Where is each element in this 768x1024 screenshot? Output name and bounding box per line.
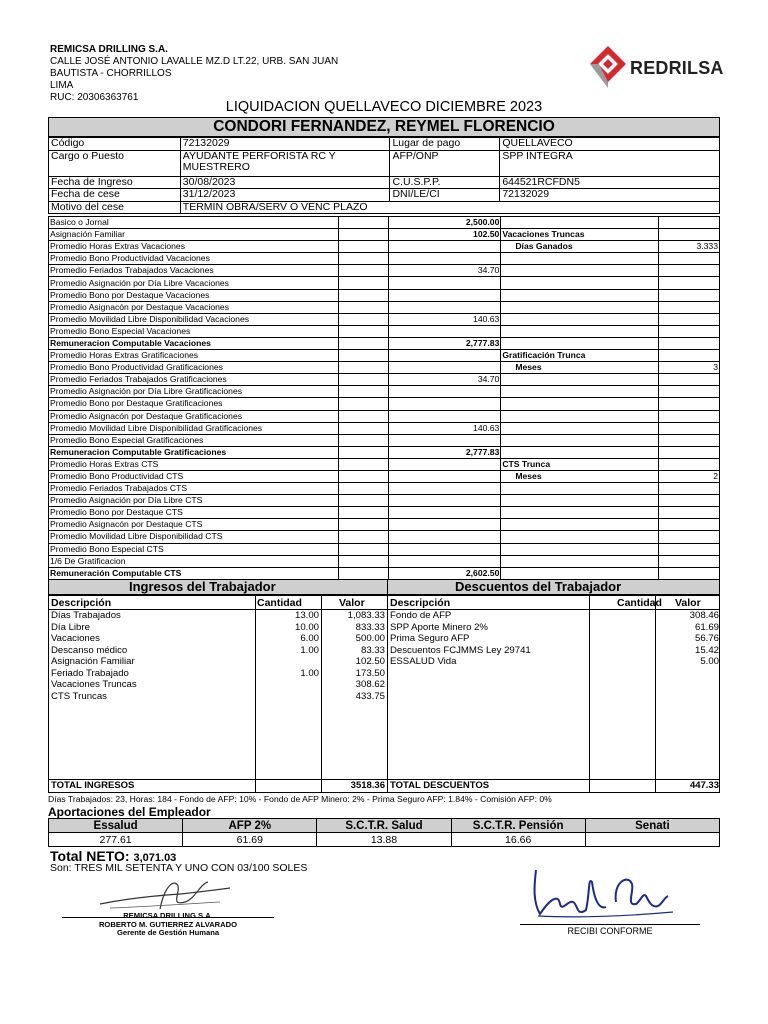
calc-label: Promedio Bono Especial Vacaciones (49, 325, 339, 337)
calc-value: 2,602.50 (388, 567, 501, 579)
ingresos-descuentos-box (48, 595, 720, 793)
calc-row (49, 386, 720, 398)
ingreso-valor: 173.50 (355, 667, 385, 679)
aport-value-afp: 61.69 (183, 833, 317, 847)
aport-value-sctr-salud: 13.88 (317, 833, 451, 847)
company-name: REMICSA DRILLING S.A. (50, 44, 168, 55)
calc-side-value (659, 483, 720, 495)
calc-spacer (338, 362, 388, 374)
calc-side-label: Días Ganados (501, 241, 659, 253)
descuento-valor: 61.69 (694, 621, 719, 633)
descuento-desc: ESSALUD Vida (390, 656, 457, 667)
calc-value (388, 507, 501, 519)
calc-row (49, 289, 720, 301)
calc-spacer (338, 446, 388, 458)
calc-side-value (659, 217, 720, 229)
table-row (49, 819, 720, 833)
motivo-label: Motivo del cese (49, 201, 181, 214)
calc-label: Promedio Feriados Trabajados CTS (49, 483, 339, 495)
calc-value (388, 483, 501, 495)
descuento-desc: Descuentos FCJMMS Ley 29741 (390, 644, 531, 656)
calc-side-label: CTS Trunca (501, 458, 659, 470)
descuentos-col-desc: Descripción (390, 597, 451, 609)
aport-value-essalud: 277.61 (49, 833, 183, 847)
calc-side-label (501, 422, 659, 434)
calc-row (49, 567, 720, 579)
calc-spacer (338, 386, 388, 398)
descuento-desc: SPP Aporte Minero 2% (390, 621, 488, 633)
calc-side-label (501, 446, 659, 458)
calc-row (49, 446, 720, 458)
document-title: LIQUIDACION QUELLAVECO DICIEMBRE 2023 (225, 99, 543, 115)
ingreso-cant: 10.00 (294, 621, 319, 633)
employee-signature (528, 862, 678, 922)
employee-signature-line (520, 924, 700, 925)
aport-header-afp: AFP 2% (183, 819, 317, 833)
calc-side-label (501, 253, 659, 265)
calc-value: 102.50 (388, 229, 501, 241)
calc-side-label (501, 567, 659, 579)
table-row (49, 201, 720, 214)
company-logo (586, 44, 724, 90)
calc-label: Promedio Asignacón por Destaque Vacaciones (49, 301, 339, 313)
company-city: LIMA (50, 80, 74, 91)
calc-label: Remuneracion Computable Vacaciones (49, 337, 339, 349)
calc-side-value (659, 386, 720, 398)
aportaciones-table (48, 818, 720, 847)
calc-label: Promedio Movilidad Libre Disponibilidad CTS (49, 531, 339, 543)
descuentos-col-cant: Cantidad (617, 597, 662, 609)
company-address-1: CALLE JOSÉ ANTONIO LAVALLE MZ.D LT.22, URB. SAN JUAN (50, 56, 339, 67)
calc-row (49, 301, 720, 313)
calc-side-value (659, 555, 720, 567)
calc-value (388, 531, 501, 543)
calc-spacer (338, 313, 388, 325)
calc-row (49, 313, 720, 325)
cargo-value: AYUDANTE PERFORISTA RC Y MUESTRERO (180, 150, 390, 176)
calc-row (49, 470, 720, 482)
calc-value (388, 289, 501, 301)
calc-row (49, 410, 720, 422)
codigo-value: 72132029 (180, 138, 390, 151)
calc-label: Promedio Bono por Destaque Gratificaciones (49, 398, 339, 410)
total-neto-value: 3,071.03 (133, 852, 177, 864)
calc-label: Promedio Horas Extras Vacaciones (49, 241, 339, 253)
calc-row (49, 229, 720, 241)
table-row (49, 176, 720, 189)
calc-spacer (338, 229, 388, 241)
calc-label: Promedio Feriados Trabajados Gratificaciones (49, 374, 339, 386)
employer-signature (90, 874, 240, 914)
calc-row (49, 241, 720, 253)
calc-side-label (501, 495, 659, 507)
descuento-valor: 308.46 (689, 610, 719, 621)
calc-side-label (501, 277, 659, 289)
calc-side-label (501, 483, 659, 495)
company-address-2: BAUTISTA - CHORRILLOS (50, 68, 172, 79)
calc-side-label (501, 325, 659, 337)
calc-side-value (659, 507, 720, 519)
ingreso-desc: Día Libre (51, 621, 90, 633)
ingresos-descuentos-header (48, 579, 720, 595)
calc-side-value: 2 (659, 470, 720, 482)
calc-value (388, 410, 501, 422)
calc-spacer (338, 495, 388, 507)
calc-side-label: Vacaciones Truncas (501, 229, 659, 241)
calc-label: Promedio Asignación por Día Libre Vacaciones (49, 277, 339, 289)
dni-value: 72132029 (500, 189, 720, 202)
calc-side-label (501, 555, 659, 567)
ingreso-valor: 308.62 (355, 679, 385, 690)
calc-spacer (338, 555, 388, 567)
calc-side-label (501, 337, 659, 349)
ingreso-desc: Vacaciones (51, 633, 100, 644)
ingresos-header: Ingresos del Trabajador (129, 579, 276, 594)
calc-spacer (338, 241, 388, 253)
calc-side-label (501, 265, 659, 277)
ingreso-valor: 433.75 (355, 690, 385, 702)
aport-value-senati (585, 833, 719, 847)
calc-row (49, 277, 720, 289)
calc-row (49, 458, 720, 470)
calculation-table (48, 216, 720, 580)
lugar-label: Lugar de pago (390, 138, 500, 151)
ingreso-valor: 500.00 (355, 633, 385, 644)
aport-header-senati: Senati (585, 819, 719, 833)
calc-label: Asignación Familiar (49, 229, 339, 241)
calc-spacer (338, 325, 388, 337)
calc-row (49, 362, 720, 374)
calc-label: Promedio Asignación por Día Libre CTS (49, 495, 339, 507)
ingresos-col-desc: Descripción (51, 597, 112, 609)
calc-spacer (338, 289, 388, 301)
calc-row (49, 519, 720, 531)
calc-label: Promedio Bono por Destaque Vacaciones (49, 289, 339, 301)
summary-note: Días Trabajados: 23, Horas: 184 - Fondo de AFP: 10% - Fondo de AFP Minero: 2% - Prima Seguro AFP: 1.84% - Comisión AFP: 0% (48, 794, 552, 804)
calc-value (388, 519, 501, 531)
calc-value (388, 543, 501, 555)
calc-label: Promedio Bono Productividad Vacaciones (49, 253, 339, 265)
calc-label: Promedio Asignacón por Destaque Gratificaciones (49, 410, 339, 422)
calc-row (49, 265, 720, 277)
calc-row (49, 325, 720, 337)
calc-side-value (659, 567, 720, 579)
calc-row (49, 422, 720, 434)
calc-value (388, 555, 501, 567)
ingreso-valor: 1,083.33 (347, 610, 385, 621)
ingreso-valor: 102.50 (355, 656, 385, 667)
calc-row (49, 434, 720, 446)
calc-side-label (501, 374, 659, 386)
ingreso-cant: 13.00 (294, 610, 319, 621)
cuspp-label: C.U.S.P.P. (390, 176, 500, 189)
calc-side-label: Meses (501, 470, 659, 482)
calc-spacer (338, 519, 388, 531)
calc-value: 140.63 (388, 422, 501, 434)
calc-label: Basico o Jornal (49, 217, 339, 229)
calc-value (388, 362, 501, 374)
calc-side-value: 3 (659, 362, 720, 374)
calc-spacer (338, 458, 388, 470)
calc-spacer (338, 543, 388, 555)
table-row (49, 150, 720, 176)
calc-row (49, 253, 720, 265)
calc-spacer (338, 253, 388, 265)
employer-signature-text (62, 912, 274, 938)
calc-side-value (659, 301, 720, 313)
calc-row (49, 495, 720, 507)
calc-spacer (338, 567, 388, 579)
aport-header-sctr-pension: S.C.T.R. Pensión (451, 819, 585, 833)
descuento-desc: Prima Seguro AFP (390, 633, 470, 644)
ingreso-label: Fecha de Ingreso (49, 176, 181, 189)
ingreso-cant: 6.00 (300, 633, 319, 644)
calc-spacer (338, 470, 388, 482)
calc-side-value (659, 253, 720, 265)
calc-side-value (659, 422, 720, 434)
calc-spacer (338, 337, 388, 349)
calc-value (388, 470, 501, 482)
afp-value: SPP INTEGRA (500, 150, 720, 176)
calc-row (49, 531, 720, 543)
calc-spacer (338, 217, 388, 229)
dni-label: DNI/LE/CI (390, 189, 500, 202)
calc-value (388, 458, 501, 470)
ingresos-col-valor: Valor (339, 597, 365, 609)
signature-person: ROBERTO M. GUTIERREZ ALVARADO (98, 919, 238, 929)
employee-info-table (48, 137, 720, 214)
calc-label: Promedio Movilidad Libre Disponibilidad Vacaciones (49, 313, 339, 325)
calc-side-value (659, 495, 720, 507)
table-row (49, 189, 720, 202)
calc-side-value (659, 325, 720, 337)
calc-side-label (501, 410, 659, 422)
calculation-body (49, 217, 720, 580)
ingreso-desc: Feriado Trabajado (51, 667, 129, 679)
ingreso-valor: 83.33 (360, 644, 385, 656)
calc-spacer (338, 483, 388, 495)
ingreso-desc: Días Trabajados (51, 610, 121, 621)
calc-value (388, 253, 501, 265)
descuento-valor: 56.76 (694, 633, 719, 644)
total-ingresos-label: TOTAL INGRESOS (51, 780, 135, 791)
calc-side-value (659, 289, 720, 301)
calc-row (49, 543, 720, 555)
calc-side-value (659, 229, 720, 241)
calc-value (388, 495, 501, 507)
calc-value: 34.70 (388, 374, 501, 386)
cuspp-value: 644521RCFDN5 (500, 176, 720, 189)
cese-label: Fecha de cese (49, 189, 181, 202)
descuento-valor: 15.42 (694, 644, 719, 656)
cese-value: 31/12/2023 (180, 189, 390, 202)
calc-side-label (501, 398, 659, 410)
calc-side-label (501, 507, 659, 519)
calc-spacer (338, 531, 388, 543)
total-descuentos-value: 447.33 (689, 780, 719, 791)
calc-value: 34.70 (388, 265, 501, 277)
calc-side-value (659, 350, 720, 362)
descuento-desc: Fondo de AFP (390, 610, 452, 621)
codigo-label: Código (49, 138, 181, 151)
calc-side-value (659, 313, 720, 325)
calc-side-value (659, 277, 720, 289)
ingreso-desc: Vacaciones Truncas (51, 679, 137, 690)
aportaciones-title: Aportaciones del Empleador (48, 805, 211, 819)
total-ingresos-value: 3518.36 (350, 780, 385, 791)
calc-spacer (338, 350, 388, 362)
calc-label: Promedio Horas Extras CTS (49, 458, 339, 470)
calc-label: Promedio Bono por Destaque CTS (49, 507, 339, 519)
calc-row (49, 337, 720, 349)
calc-label: Promedio Asignación por Día Libre Gratificaciones (49, 386, 339, 398)
ingreso-value: 30/08/2023 (180, 176, 390, 189)
calc-side-label (501, 301, 659, 313)
amount-in-words: Son: TRES MIL SETENTA Y UNO CON 03/100 SOLES (50, 862, 308, 874)
ingreso-desc: Asignación Familiar (51, 656, 135, 667)
total-neto-label: Total NETO: (50, 848, 130, 864)
calc-row (49, 350, 720, 362)
calc-value (388, 434, 501, 446)
calc-value: 2,777.83 (388, 337, 501, 349)
ingreso-cant: 1.00 (300, 667, 319, 679)
logo-text: REDRILSA (630, 58, 724, 78)
calc-label: Remuneracion Computable Gratificaciones (49, 446, 339, 458)
calc-spacer (338, 507, 388, 519)
calc-side-value (659, 434, 720, 446)
calc-value (388, 350, 501, 362)
calc-side-label (501, 531, 659, 543)
motivo-value: TERMIN OBRA/SERV O VENC PLAZO (180, 201, 719, 214)
calc-value: 2,777.83 (388, 446, 501, 458)
calc-spacer (338, 277, 388, 289)
calc-value: 140.63 (388, 313, 501, 325)
calc-side-value (659, 446, 720, 458)
calc-label: Promedio Horas Extras Gratificaciones (49, 350, 339, 362)
calc-side-label: Meses (501, 362, 659, 374)
calc-row (49, 555, 720, 567)
calc-side-label (501, 313, 659, 325)
calc-spacer (338, 398, 388, 410)
redrilsa-logo-icon (586, 44, 630, 90)
calc-label: Promedio Bono Especial CTS (49, 543, 339, 555)
calc-label: Promedio Bono Productividad CTS (49, 470, 339, 482)
table-row (49, 138, 720, 151)
aport-header-essalud: Essalud (49, 819, 183, 833)
calc-value (388, 241, 501, 253)
calc-row (49, 483, 720, 495)
aport-value-sctr-pension: 16.66 (451, 833, 585, 847)
signature-company: REMICSA DRILLING S.A. (123, 911, 213, 920)
calc-side-label (501, 434, 659, 446)
descuento-valor: 5.00 (700, 656, 719, 667)
calc-side-value (659, 458, 720, 470)
signature-role: Gerente de Gestión Humana (116, 928, 220, 937)
calc-spacer (338, 374, 388, 386)
calc-row (49, 217, 720, 229)
calc-row (49, 398, 720, 410)
calc-side-value (659, 410, 720, 422)
calc-value (388, 398, 501, 410)
calc-side-value: 3.333 (659, 241, 720, 253)
calc-side-label (501, 289, 659, 301)
calc-side-label (501, 543, 659, 555)
ingresos-col-cant: Cantidad (257, 597, 302, 609)
table-row (49, 833, 720, 847)
calc-row (49, 374, 720, 386)
descuentos-col-valor: Valor (675, 597, 701, 609)
calc-value (388, 277, 501, 289)
calc-label: Promedio Bono Productividad Gratificaciones (49, 362, 339, 374)
employee-name: CONDORI FERNANDEZ, REYMEL FLORENCIO (48, 117, 720, 137)
calc-spacer (338, 410, 388, 422)
calc-label: Promedio Movilidad Libre Disponibilidad Gratificaciones (49, 422, 339, 434)
calc-side-label: Gratificación Trunca (501, 350, 659, 362)
company-info (50, 44, 338, 104)
calc-side-label (501, 519, 659, 531)
descuentos-header: Descuentos del Trabajador (455, 579, 622, 594)
afp-label: AFP/ONP (390, 150, 500, 176)
ingreso-desc: CTS Truncas (51, 690, 107, 702)
calc-label: 1/6 De Gratificacion (49, 555, 339, 567)
ingreso-desc: Descanso médico (51, 644, 128, 656)
calc-value (388, 386, 501, 398)
cargo-label: Cargo o Puesto (49, 150, 181, 176)
aport-header-sctr-salud: S.C.T.R. Salud (317, 819, 451, 833)
lugar-value: QUELLAVECO (500, 138, 720, 151)
calc-spacer (338, 265, 388, 277)
calc-label: Remuneración Computable CTS (49, 567, 339, 579)
ingreso-cant: 1.00 (300, 644, 319, 656)
calc-side-value (659, 374, 720, 386)
calc-spacer (338, 422, 388, 434)
calc-spacer (338, 434, 388, 446)
calc-value (388, 301, 501, 313)
total-descuentos-label: TOTAL DESCUENTOS (390, 780, 490, 791)
calc-side-label (501, 386, 659, 398)
calc-side-label (501, 217, 659, 229)
calc-label: Promedio Asignacón por Destaque CTS (49, 519, 339, 531)
company-ruc: RUC: 20306363761 (50, 92, 139, 103)
calc-side-value (659, 265, 720, 277)
calc-value: 2,500.00 (388, 217, 501, 229)
calc-label: Promedio Feriados Trabajados Vacaciones (49, 265, 339, 277)
recibi-conforme: RECIBI CONFORME (567, 926, 653, 936)
calc-side-value (659, 337, 720, 349)
calc-side-value (659, 398, 720, 410)
calc-label: Promedio Bono Especial Gratificaciones (49, 434, 339, 446)
calc-side-value (659, 543, 720, 555)
calc-spacer (338, 301, 388, 313)
calc-row (49, 507, 720, 519)
ingreso-valor: 833.33 (355, 621, 385, 633)
calc-value (388, 325, 501, 337)
calc-side-value (659, 531, 720, 543)
calc-side-value (659, 519, 720, 531)
